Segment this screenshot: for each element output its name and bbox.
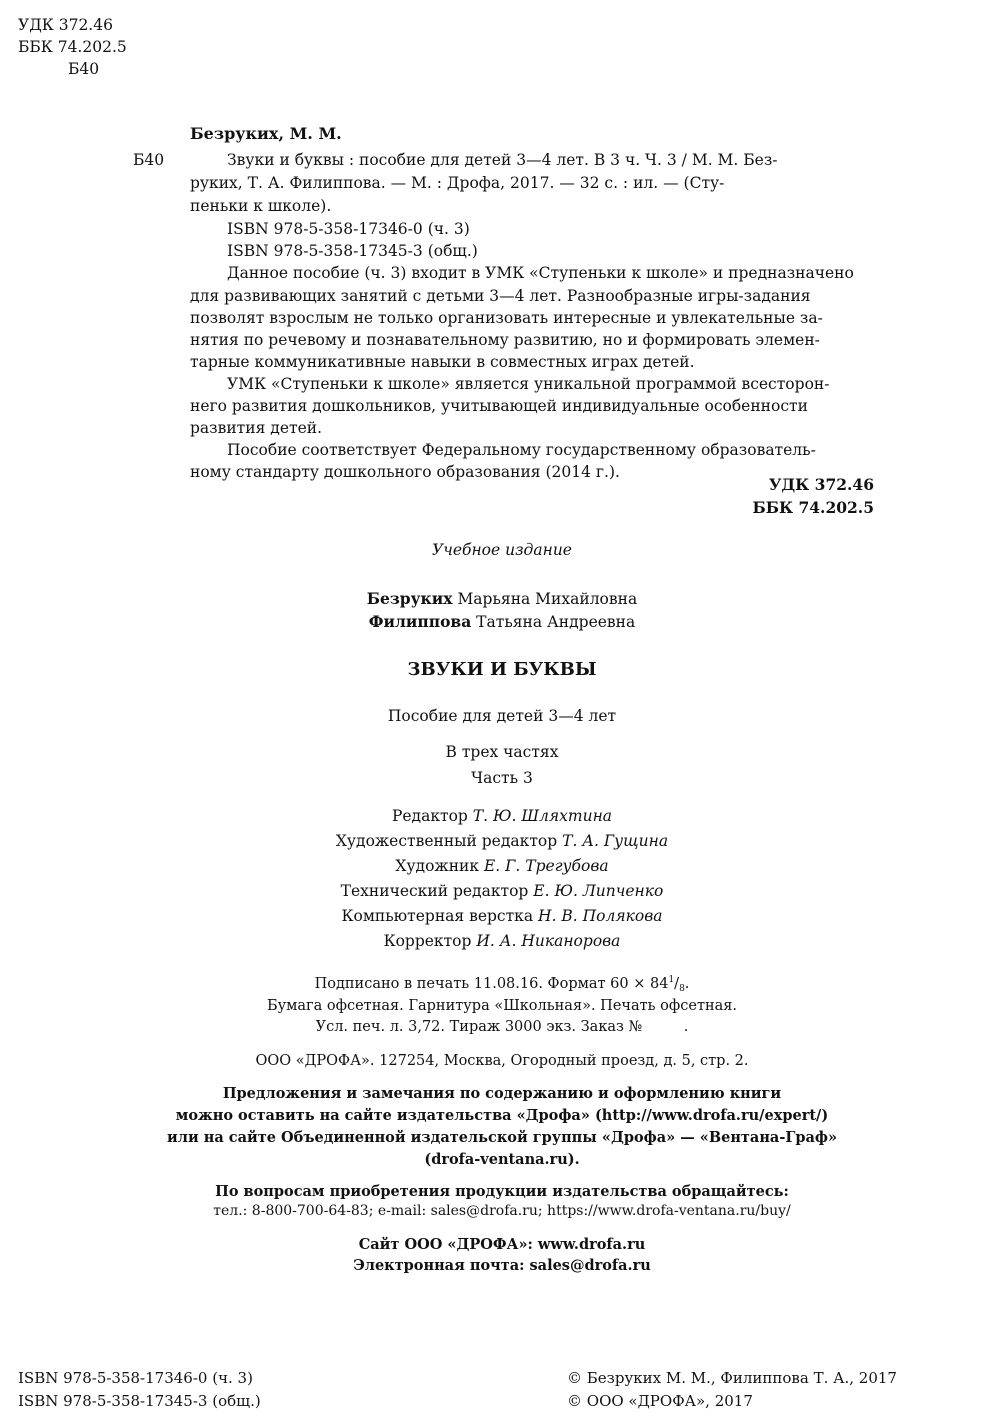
annotation-line: УМК «Ступеньки к школе» является уникальной программой всесторон-: [227, 375, 830, 393]
site-line: Сайт ООО «ДРОФА»: www.drofa.ru: [358, 1236, 646, 1253]
annotation-line: тарные коммуникативные навыки в совместных играх детей.: [190, 353, 695, 371]
copyright-line: © Безруких М. М., Филиппова Т. А., 2017: [567, 1369, 897, 1387]
purchase-contacts: тел.: 8-800-700-64-83; e-mail: sales@drofa.ru; https://www.drofa-ventana.ru/buy/: [213, 1203, 791, 1219]
annotation-line: позволят взрослым не только организовать интересные и увлекательные за-: [190, 309, 823, 327]
author-name: Татьяна Андреевна: [476, 613, 636, 631]
bib-author: Безруких, М. М.: [190, 124, 342, 143]
credit-name: Е. Г. Трегубова: [483, 857, 609, 875]
bib-isbn-line: ISBN 978-5-358-17345-3 (общ.): [227, 242, 478, 260]
credit-name: Е. Ю. Липченко: [533, 882, 664, 900]
bib-title-line: руких, Т. А. Филиппова. — М. : Дрофа, 2017. — 32 с. : ил. — (Сту-: [190, 174, 725, 192]
suggestion-line: можно оставить на сайте издательства «Дрофа» (http://www.drofa.ru/expert/): [175, 1107, 829, 1124]
publisher-address: ООО «ДРОФА». 127254, Москва, Огородный проезд, д. 5, стр. 2.: [255, 1053, 749, 1069]
edition-type: Учебное издание: [432, 541, 572, 559]
classification: [18, 14, 127, 80]
credit-line: [0, 807, 1004, 825]
credit-role: Компьютерная верстка: [341, 907, 534, 925]
credit-name: И. А. Никанорова: [476, 932, 621, 950]
author-full-1: [0, 589, 1004, 608]
book-parts: В трех частях: [445, 743, 559, 761]
print-format: Подписано в печать 11.08.16. Формат 60 × 84: [314, 976, 669, 992]
author-surname: Безруких: [366, 589, 453, 608]
annotation-line: него развития дошкольников, учитывающей индивидуальные особенности: [190, 397, 808, 415]
credit-line: [0, 882, 1004, 900]
credit-role: Художник: [395, 857, 480, 875]
annotation-line: для развивающих занятий с детьми 3—4 лет. Разнообразные игры-задания: [190, 287, 811, 305]
footer-isbn: [18, 1367, 261, 1413]
bib-title-line: пеньки к школе).: [190, 197, 332, 215]
suggestion-line: (drofa-ventana.ru).: [424, 1151, 580, 1168]
credit-role: Редактор: [391, 807, 468, 825]
footer-copyright: [567, 1367, 897, 1413]
format-den: 8: [679, 984, 685, 994]
purchase-heading: По вопросам приобретения продукции издательства обращайтесь:: [215, 1183, 789, 1200]
print-line: Подписано в печать 11.08.16. Формат $60 \times 84^1/_8$.: [314, 975, 690, 994]
author-full-2: [0, 612, 1004, 631]
annotation-line: нятия по речевому и познавательному развитию, но и формировать элемен-: [190, 331, 820, 349]
bbk-top: ББК 74.202.5: [18, 38, 127, 56]
udk-top: УДК 372.46: [18, 16, 113, 34]
footer-isbn-line: ISBN 978-5-358-17345-3 (общ.): [18, 1392, 261, 1410]
credit-role: Художественный редактор: [335, 832, 558, 850]
author-name: Марьяна Михайловна: [457, 590, 638, 608]
book-subtitle: Пособие для детей 3—4 лет: [387, 707, 617, 725]
annotation-line: Данное пособие (ч. 3) входит в УМК «Ступеньки к школе» и предназначено: [227, 264, 854, 282]
bib-codes-right: [753, 473, 875, 519]
credit-name: Т. Ю. Шляхтина: [472, 807, 613, 825]
credit-name: Н. В. Полякова: [538, 907, 663, 925]
copyright-line: © ООО «ДРОФА», 2017: [567, 1392, 753, 1410]
annotation-line: Пособие соответствует Федеральному государственному образователь-: [227, 441, 816, 459]
bib-title-line: Звуки и буквы : пособие для детей 3—4 лет. В 3 ч. Ч. 3 / М. М. Без-: [227, 151, 778, 169]
author-surname: Филиппова: [368, 612, 472, 631]
suggestion-line: или на сайте Объединенной издательской группы «Дрофа» — «Вентана-Граф»: [166, 1129, 838, 1146]
credit-line: [0, 832, 1004, 850]
bib-bbk: ББК 74.202.5: [752, 498, 874, 517]
annotation-line: ному стандарту дошкольного образования (2014 г.).: [190, 463, 620, 481]
credit-role: Корректор: [383, 932, 472, 950]
credit-role: Технический редактор: [340, 882, 529, 900]
bib-isbn-line: ISBN 978-5-358-17346-0 (ч. 3): [227, 220, 470, 238]
credit-line: [0, 907, 1004, 925]
print-line: Усл. печ. л. 3,72. Тираж 3000 экз. Заказ № .: [315, 1019, 689, 1035]
print-line: Бумага офсетная. Гарнитура «Школьная». Печать офсетная.: [266, 998, 738, 1014]
book-part: Часть 3: [471, 769, 533, 787]
suggestion-line: Предложения и замечания по содержанию и оформлению книги: [222, 1085, 782, 1102]
email-line: Электронная почта: sales@drofa.ru: [353, 1257, 651, 1274]
credit-line: [0, 932, 1004, 950]
credit-name: Т. А. Гущина: [562, 832, 669, 850]
format-num: 1: [668, 975, 675, 985]
book-title: ЗВУКИ И БУКВЫ: [407, 659, 597, 680]
code-top: Б40: [68, 60, 100, 78]
annotation-line: развития детей.: [190, 419, 323, 437]
footer-isbn-line: ISBN 978-5-358-17346-0 (ч. 3): [18, 1369, 253, 1387]
bib-code: Б40: [133, 151, 165, 169]
bib-udk: УДК 372.46: [768, 475, 874, 494]
credit-line: [0, 857, 1004, 875]
